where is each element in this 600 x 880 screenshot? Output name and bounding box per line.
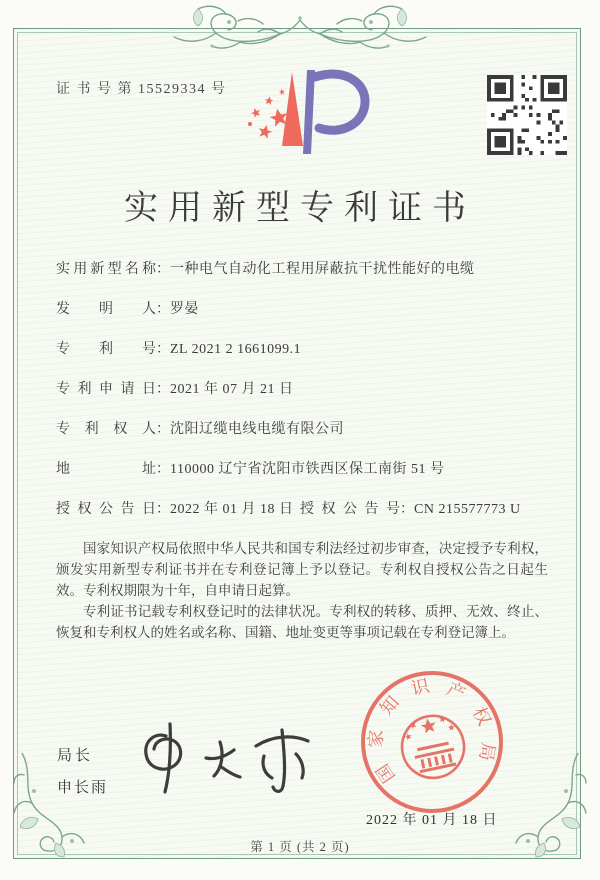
field-row-filing-date [56, 380, 560, 400]
field-value: 2021 年 07 月 21 日 [170, 382, 294, 397]
field-row-inventor [56, 300, 560, 320]
field-label: 专利权人 [56, 422, 156, 437]
legal-paragraph-2: 专利证书记载专利权登记时的法律状况。专利权的转移、质押、无效、终止、恢复和专利权人的姓名或名称、国籍、地址变更等事项记载在专利登记簿上。 [56, 604, 548, 640]
field-colon: ： [156, 422, 170, 437]
field-value: ZL 2021 2 1661099.1 [170, 342, 302, 357]
field-label: 发明人 [56, 302, 156, 317]
page-number: 第 1 页 (共 2 页) [250, 840, 350, 854]
cnipa-logo-icon [235, 66, 395, 168]
field-row-address [56, 460, 560, 480]
field-colon: ： [156, 382, 170, 397]
qr-code [487, 75, 567, 155]
svg-text:产: 产 [443, 678, 469, 705]
svg-text:国: 国 [372, 760, 399, 787]
officer-signature-icon [130, 716, 330, 808]
field-label: 授权公告号 [300, 502, 400, 517]
field-colon: ： [156, 302, 170, 317]
certificate-title: 实用新型专利证书 [124, 190, 476, 227]
grant-number-pair [300, 502, 521, 517]
field-value: CN 215577773 U [414, 502, 521, 517]
svg-text:局: 局 [475, 741, 499, 763]
field-label: 专利申请日 [56, 382, 156, 397]
field-label: 授权公告日 [56, 502, 156, 517]
field-row-name [56, 260, 560, 280]
field-row-patent-number [56, 340, 560, 360]
svg-text:识: 识 [409, 675, 432, 699]
field-colon: ： [156, 262, 170, 277]
field-value: 2022 年 01 月 18 日 [170, 502, 294, 517]
officer-name: 申长雨 [57, 780, 109, 796]
certificate-number: 证 书 号 第 15529334 号 [56, 82, 227, 97]
legal-text [56, 538, 548, 643]
svg-text:知: 知 [376, 692, 403, 719]
svg-text:权: 权 [468, 703, 495, 729]
field-value: 沈阳辽缆电线电缆有限公司 [170, 422, 344, 437]
field-row-patentee [56, 420, 560, 440]
field-value: 110000 辽宁省沈阳市铁西区保工南街 51 号 [170, 462, 445, 477]
field-colon: ： [156, 462, 170, 477]
officer-title: 局长 [57, 748, 94, 764]
seal-date: 2022 年 01 月 18 日 [366, 813, 498, 828]
field-label: 地址 [56, 462, 156, 477]
field-label: 实用新型名称 [56, 262, 156, 277]
field-label: 专利号 [56, 342, 156, 357]
field-colon: ： [156, 502, 170, 517]
field-colon: ： [156, 342, 170, 357]
field-list [56, 260, 560, 540]
field-value: 一种电气自动化工程用屏蔽抗干扰性能好的电缆 [170, 262, 475, 277]
field-colon: ： [400, 502, 414, 517]
grant-date-pair [56, 500, 300, 520]
top-flourish-ornament-icon [168, 2, 432, 54]
official-seal [342, 652, 522, 832]
legal-paragraph-1: 国家知识产权局依照中华人民共和国专利法经过初步审查，决定授予专利权，颁发实用新型专利证书并在专利登记簿上予以登记。专利权自授权公告之日起生效。专利权期限为十年，自申请日起算。 [56, 541, 548, 598]
field-row-grant [56, 500, 560, 520]
field-value: 罗晏 [170, 302, 199, 317]
svg-text:家: 家 [365, 729, 387, 749]
